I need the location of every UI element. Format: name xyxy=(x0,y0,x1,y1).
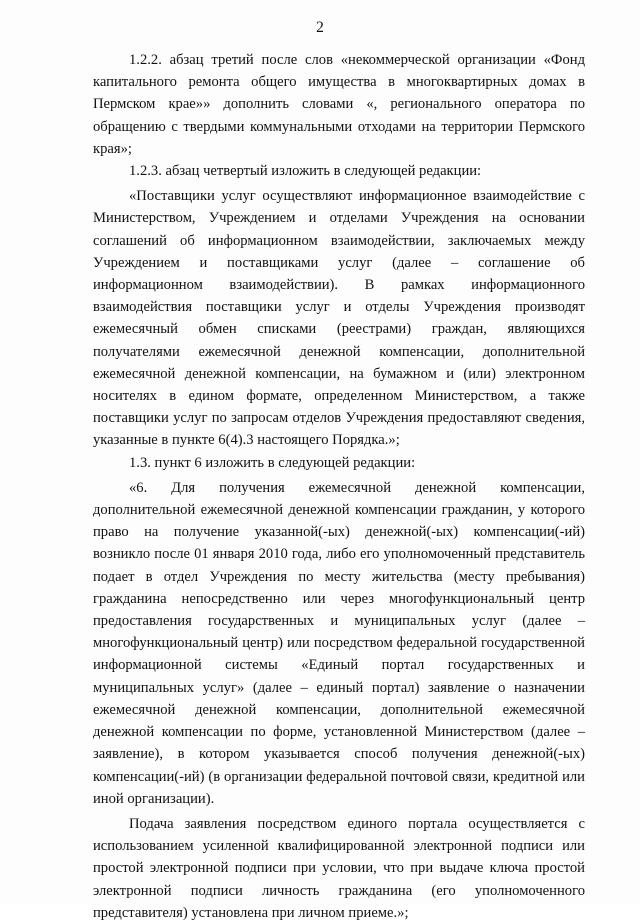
paragraph-portal-application: Подача заявления посредством единого портала осуществляется с использованием усиленной квалифицированной электронной подписи или простой электронной подписи при условии, что при выдаче ключа простой электронной подписи личность гражданина (его уполномоченного представителя) установлена при личном приеме.»; xyxy=(93,815,585,921)
paragraph-1-2-2: 1.2.2. абзац третий после слов «некоммерческой организации «Фонд капитального ремонта общего имущества в многоквартирных домах в Пермском крае»» дополнить словами «, регионального оператора по обращению с твердыми коммунальными отходами на территории Пермского края»; xyxy=(93,52,585,157)
paragraph-suppliers-quote: «Поставщики услуг осуществляют информационное взаимодействие с Министерством, Учреждением и отделами Учреждения на основании соглашений об информационном взаимодействии, заключаемых между Учреждением и поставщиками услуг (далее – соглашение об информационном взаимодействии). В рамках информационного взаимодействия поставщики услуг и отделы Учреждения производят ежемесячный обмен списками (реестрами) граждан, являющихся получателями ежемесячной денежной компенсации, дополнительной ежемесячной денежной компенсации, на бумажном и (или) электронном носителях в едином формате, определенном Министерством, а также поставщики услуг по запросам отделов Учреждения предоставляют сведения, указанные в пункте 6(4).3 настоящего Порядка.»; xyxy=(93,188,585,449)
document-body xyxy=(93,49,585,924)
paragraph-point-6-quote: «6. Для получения ежемесячной денежной компенсации, дополнительной ежемесячной денежной компенсации гражданин, у которого право на получение указанной(-ых) денежной(-ых) компенсации(-ий) возникло после 01 января 2010 года, либо его уполномоченный представитель подает в отдел Учреждения по месту жительства (месту пребывания) гражданина непосредственно или через многофункциональный центр предоставления государственных и муниципальных услуг (далее – многофункциональный центр) или посредством федеральной государственной информационной системы «Единый портал государственных и муниципальных услуг» (далее – единый портал) заявление о назначении ежемесячной денежной компенсации, дополнительной ежемесячной денежной компенсации по форме, установленной Министерством (далее – заявление), в котором указывается способ получения денежной(-ых) компенсации(-ий) (в организации федеральной почтовой связи, кредитной или иной организации). xyxy=(93,479,585,807)
page-number: 2 xyxy=(316,19,324,36)
paragraph-1-3: 1.3. пункт 6 изложить в следующей редакции: xyxy=(129,454,416,471)
paragraph-1-2-3: 1.2.3. абзац четвертый изложить в следующей редакции: xyxy=(129,163,482,180)
